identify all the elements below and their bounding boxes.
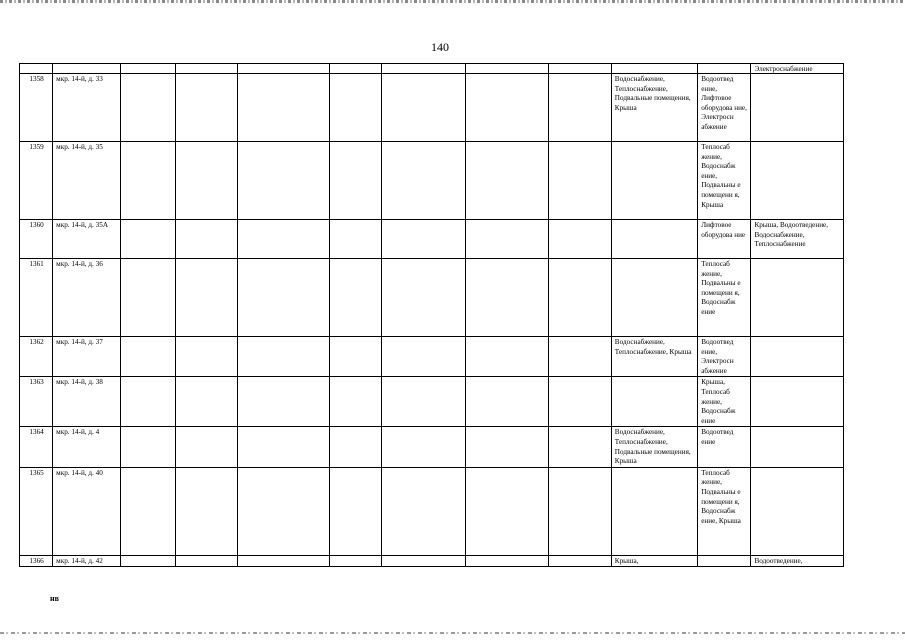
cell-address: мкр. 14-й, д. 42 (53, 555, 121, 567)
table-row (20, 259, 844, 337)
cell-address: мкр. 14-й, д. 38 (53, 377, 121, 427)
cell-empty (121, 74, 175, 142)
cell-empty (330, 142, 381, 220)
cell-empty (121, 427, 175, 467)
cell-empty (381, 467, 465, 555)
cell-empty (330, 259, 381, 337)
header-cell-electricity: Электроснабжение (751, 64, 844, 74)
cell-empty (121, 220, 175, 259)
cell-works-b: Водоотвед ение, Лифтовое оборудова ние, Электросн абжение (698, 74, 751, 142)
cell-empty (381, 427, 465, 467)
cell-empty (121, 467, 175, 555)
cell-empty (381, 142, 465, 220)
cell-works-b: Крыша, Теплосаб жение, Водоснабж ение (698, 377, 751, 427)
cell-works-a (611, 467, 697, 555)
cell-works-a: Водоснабжение, Теплоснабжение, Подвальные помещения, Крыша (611, 427, 697, 467)
cell-works-c (751, 377, 844, 427)
cell-works-a (611, 142, 697, 220)
cell-works-b (698, 555, 751, 567)
cell-works-a (611, 259, 697, 337)
cell-number: 1364 (20, 427, 53, 467)
header-row (20, 64, 844, 74)
cell-empty (466, 142, 548, 220)
cell-number: 1365 (20, 467, 53, 555)
cell-empty (238, 377, 330, 427)
cell-empty (381, 555, 465, 567)
cell-empty (548, 142, 611, 220)
cell-empty (381, 74, 465, 142)
cell-works-c: Водоотведение, (751, 555, 844, 567)
cell-empty (548, 427, 611, 467)
cell-empty (175, 427, 237, 467)
table-row (20, 142, 844, 220)
register-table (19, 63, 844, 567)
cell-works-a: Водоснабжение, Теплоснабжение, Подвальные помещения, Крыша (611, 74, 697, 142)
cell-works-b: Водоотвед ение, Электросн абжение (698, 337, 751, 377)
cell-empty (466, 427, 548, 467)
cell-empty (466, 220, 548, 259)
cell-number: 1358 (20, 74, 53, 142)
cell-empty (238, 467, 330, 555)
cell-empty (330, 337, 381, 377)
cell-works-c (751, 467, 844, 555)
cell-empty (175, 555, 237, 567)
table-row (20, 220, 844, 259)
page-number: 140 (431, 40, 449, 54)
cell-empty (121, 259, 175, 337)
table-row (20, 467, 844, 555)
table-row (20, 555, 844, 567)
cell-empty (238, 74, 330, 142)
cell-empty (238, 142, 330, 220)
cell-empty (121, 142, 175, 220)
cell-empty (330, 427, 381, 467)
cell-works-b: Водоотвед ение (698, 427, 751, 467)
cell-number: 1361 (20, 259, 53, 337)
cell-works-a (611, 377, 697, 427)
cell-empty (466, 467, 548, 555)
cell-empty (466, 377, 548, 427)
cell-empty (330, 220, 381, 259)
cell-number: 1360 (20, 220, 53, 259)
cell-address: мкр. 14-й, д. 35А (53, 220, 121, 259)
cell-works-b: Теплосаб жение, Водоснабж ение, Подвальны е помещени я, Крыша (698, 142, 751, 220)
table-row (20, 427, 844, 467)
cell-address: мкр. 14-й, д. 37 (53, 337, 121, 377)
cell-empty (330, 467, 381, 555)
cell-number: 1362 (20, 337, 53, 377)
cell-works-a: Водоснабжение, Теплоснабжение, Крыша (611, 337, 697, 377)
cell-works-b: Лифтовое оборудова ние (698, 220, 751, 259)
cell-works-c (751, 142, 844, 220)
cell-empty (330, 555, 381, 567)
cell-empty (238, 337, 330, 377)
cell-empty (175, 259, 237, 337)
cell-address: мкр. 14-й, д. 33 (53, 74, 121, 142)
cell-empty (548, 74, 611, 142)
cell-empty (238, 555, 330, 567)
cell-empty (175, 74, 237, 142)
cell-empty (238, 259, 330, 337)
cell-works-b: Теплосаб жение, Подвальны е помещени я, Водоснабж ение (698, 259, 751, 337)
scan-bottom-edge (0, 632, 905, 634)
cell-empty (175, 142, 237, 220)
cell-empty (548, 467, 611, 555)
cell-empty (466, 555, 548, 567)
cell-empty (548, 377, 611, 427)
cell-empty (330, 377, 381, 427)
table-row (20, 337, 844, 377)
cell-works-c (751, 74, 844, 142)
cell-empty (121, 337, 175, 377)
cell-works-c (751, 337, 844, 377)
cell-empty (381, 259, 465, 337)
cell-empty (381, 337, 465, 377)
table-row (20, 74, 844, 142)
cell-works-b: Теплосаб жение, Подвальны е помещени я, Водоснабж ение, Крыша (698, 467, 751, 555)
cell-number: 1366 (20, 555, 53, 567)
cell-works-a (611, 220, 697, 259)
cell-empty (175, 377, 237, 427)
cell-empty (466, 259, 548, 337)
cell-empty (175, 467, 237, 555)
cell-empty (548, 555, 611, 567)
cell-address: мкр. 14-й, д. 36 (53, 259, 121, 337)
cell-number: 1363 (20, 377, 53, 427)
cell-empty (548, 220, 611, 259)
cell-empty (121, 377, 175, 427)
cell-empty (238, 220, 330, 259)
scan-top-edge (0, 0, 905, 3)
cell-empty (381, 220, 465, 259)
cell-works-a: Крыша, (611, 555, 697, 567)
cell-empty (330, 74, 381, 142)
cell-empty (381, 377, 465, 427)
cell-empty (548, 259, 611, 337)
page-footnote: нв (50, 594, 59, 603)
cell-works-c (751, 259, 844, 337)
table-row (20, 377, 844, 427)
cell-address: мкр. 14-й, д. 40 (53, 467, 121, 555)
cell-works-c: Крыша, Водоотведение, Водоснабжение, Теплоснабжение (751, 220, 844, 259)
cell-empty (466, 74, 548, 142)
cell-empty (175, 337, 237, 377)
cell-works-c (751, 427, 844, 467)
cell-address: мкр. 14-й, д. 4 (53, 427, 121, 467)
cell-empty (175, 220, 237, 259)
cell-number: 1359 (20, 142, 53, 220)
cell-empty (238, 427, 330, 467)
cell-address: мкр. 14-й, д. 35 (53, 142, 121, 220)
cell-empty (548, 337, 611, 377)
cell-empty (466, 337, 548, 377)
cell-empty (121, 555, 175, 567)
